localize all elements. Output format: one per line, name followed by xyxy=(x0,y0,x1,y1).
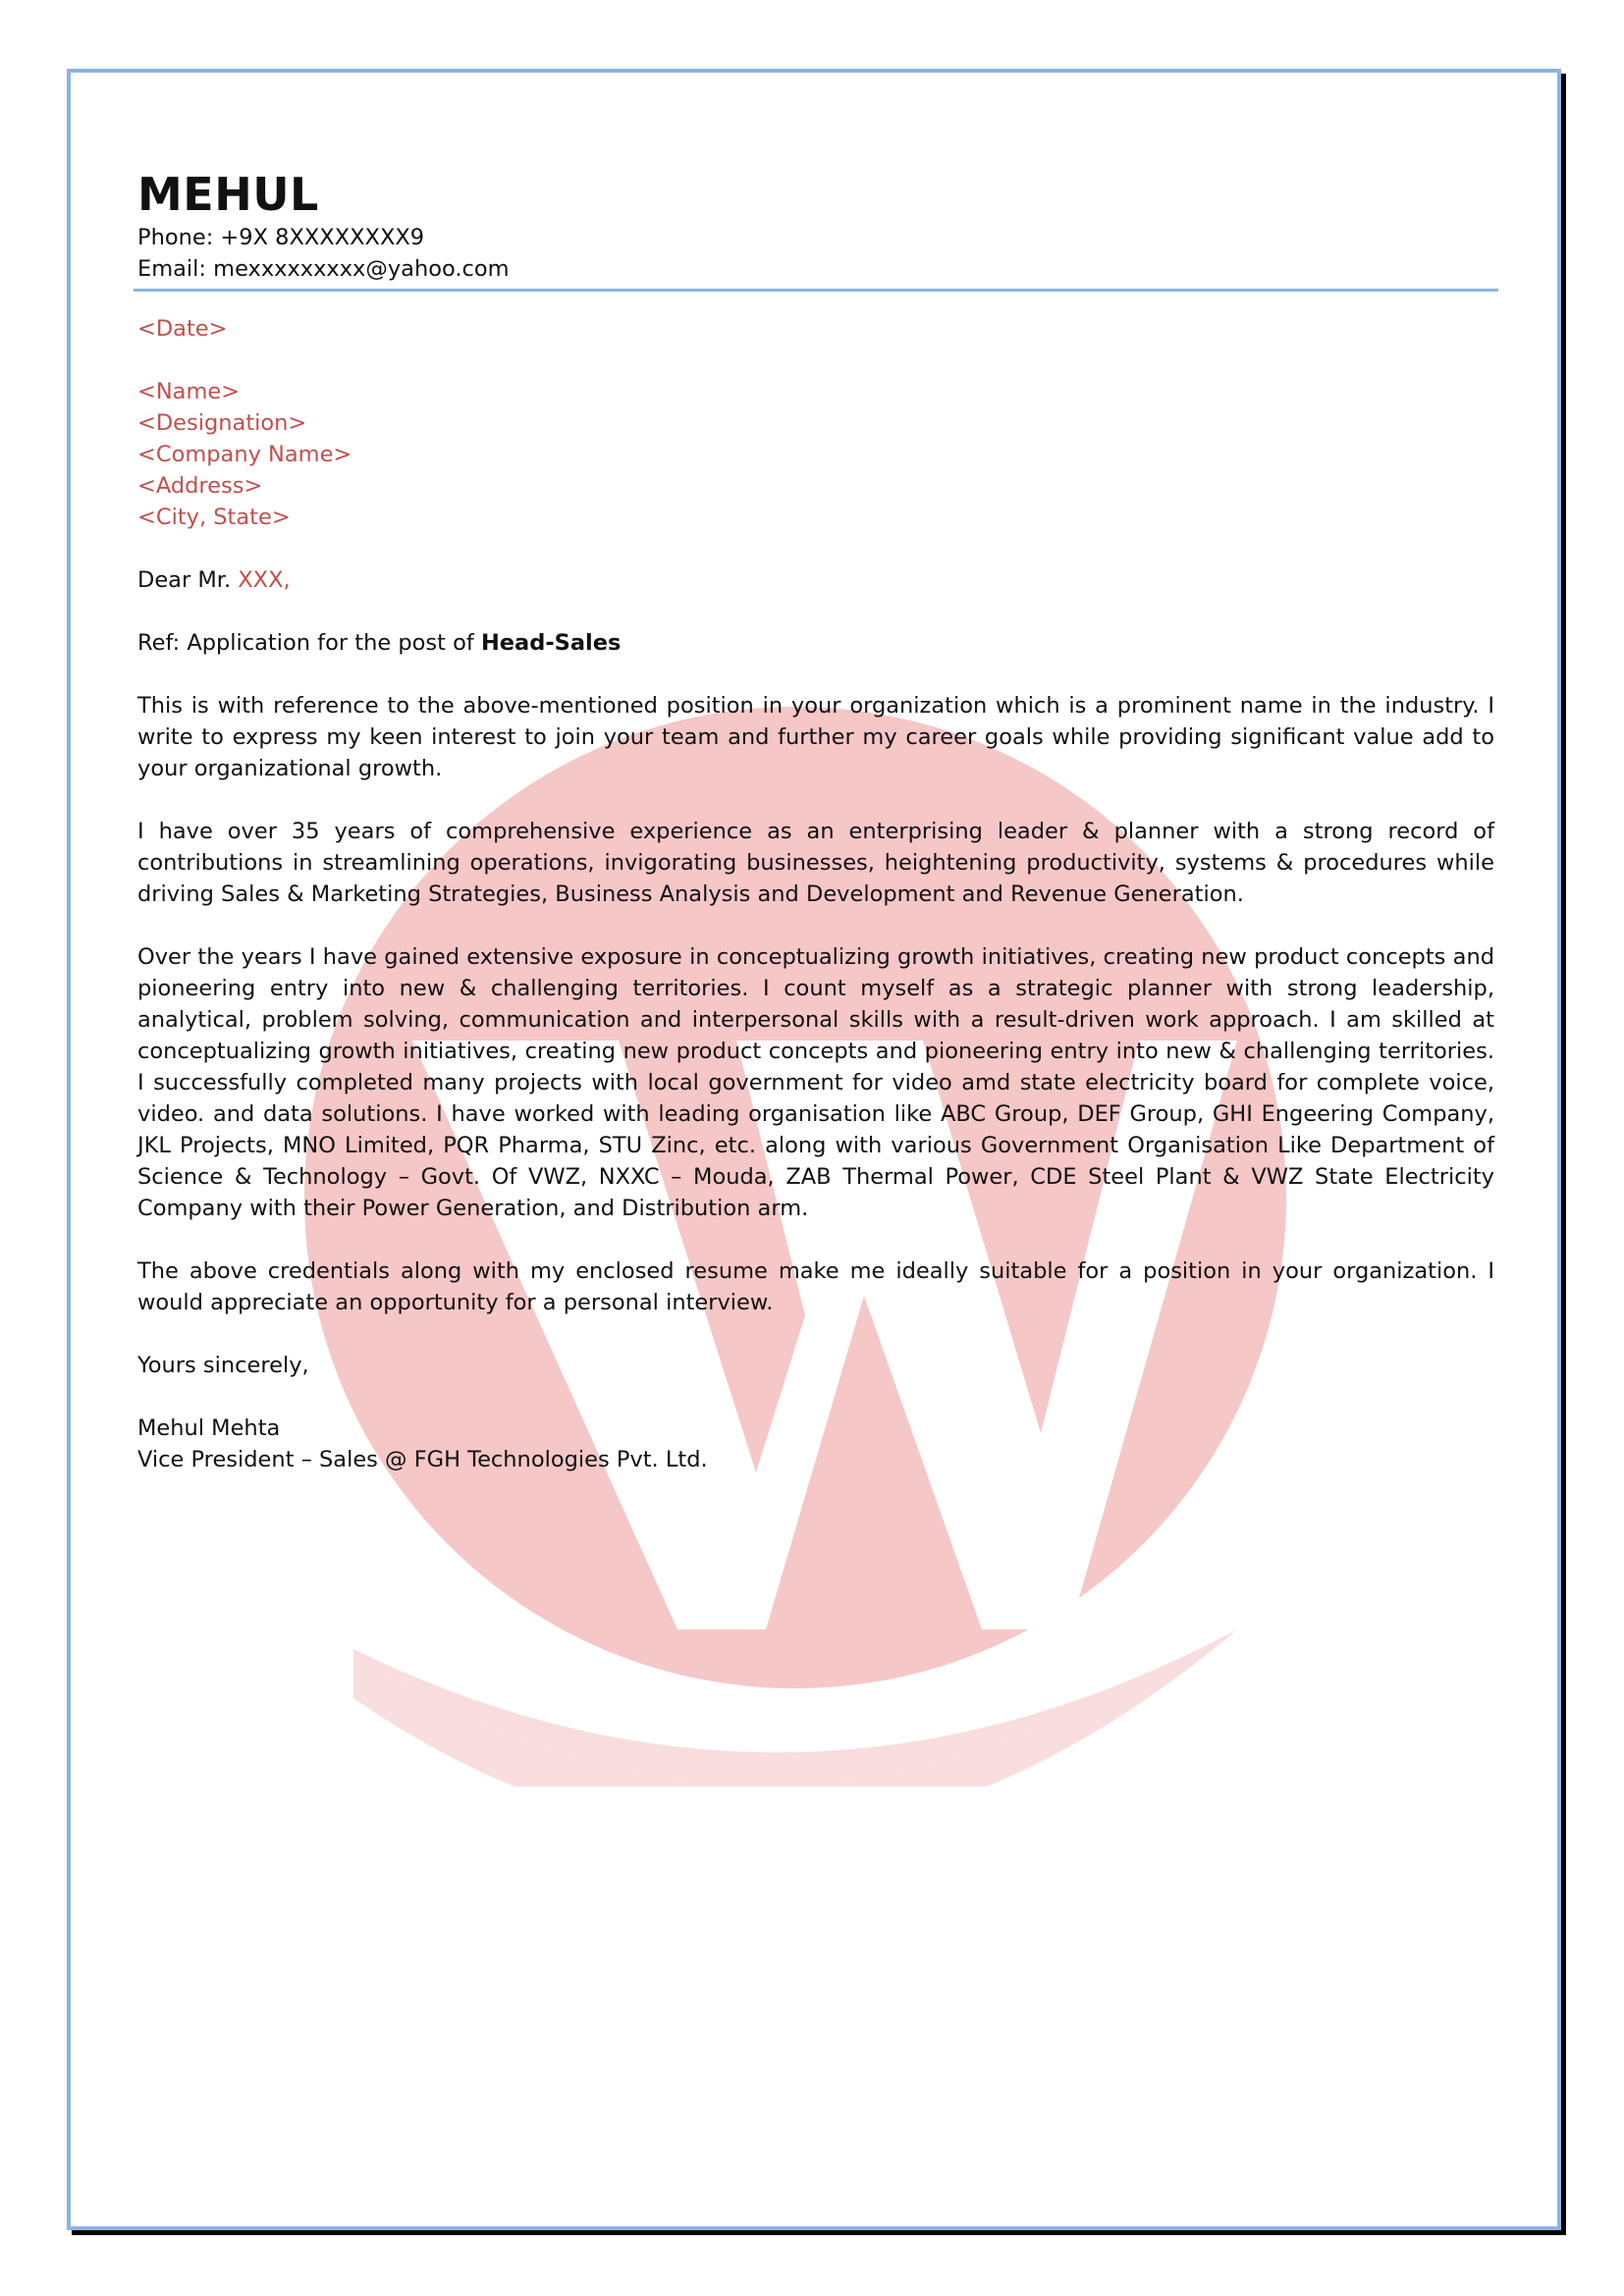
salutation-prefix: Dear Mr. xyxy=(137,567,239,593)
reference-line xyxy=(137,627,1494,659)
recipient-designation: <Designation> xyxy=(137,410,307,436)
salutation-name: XXX, xyxy=(238,567,291,593)
sender-phone: Phone: +9X 8XXXXXXXX9 xyxy=(137,225,425,250)
body-paragraph-2: I have over 35 years of comprehensive experience as an enterprising leader & planner with a strong record of contributions in streamlining operations, invigorating businesses, heightening productivity, systems & procedures while driving Sales & Marketing Strategies, Business Analysis and Development and Revenue Generation. xyxy=(137,819,1494,907)
cover-letter xyxy=(137,167,1494,1475)
sender-name: MEHUL xyxy=(137,168,319,221)
recipient-name: <Name> xyxy=(137,379,241,404)
signature-name: Mehul Mehta xyxy=(137,1415,281,1441)
date-placeholder: <Date> xyxy=(137,316,228,342)
salutation xyxy=(137,564,1494,596)
sender-email: Email: mexxxxxxxxx@yahoo.com xyxy=(137,256,510,282)
recipient-city-state: <City, State> xyxy=(137,505,291,530)
body-paragraph-3: Over the years I have gained extensive exposure in conceptualizing growth initiatives, creating new product concepts and pioneering entry into new & challenging territories. I count myself as a strategic planner with strong leadership, analytical, problem solving, communication and interpersonal skills with a result-driven work approach. I am skilled at conceptualizing growth initiatives, creating new product concepts and pioneering entry into new & challenging territories. I successfully completed many projects with local government for video amd state electricity board for complete voice, video. and data solutions. I have worked with leading organisation like ABC Group, DEF Group, GHI Engeering Company, JKL Projects, MNO Limited, PQR Pharma, STU Zinc, etc. along with various Government Organisation Like Department of Science & Technology – Govt. Of VWZ, NXXC – Mouda, ZAB Thermal Power, CDE Steel Plant & VWZ State Electricity Company with their Power Generation, and Distribution arm. xyxy=(137,944,1494,1221)
recipient-company: <Company Name> xyxy=(137,442,352,467)
recipient-address: <Address> xyxy=(137,473,263,499)
closing: Yours sincerely, xyxy=(137,1353,309,1378)
body-paragraph-4: The above credentials along with my enclosed resume make me ideally suitable for a position in your organization. I would appreciate an opportunity for a personal interview. xyxy=(137,1258,1494,1315)
ref-post: Head-Sales xyxy=(480,630,622,656)
ref-prefix: Ref: Application for the post of xyxy=(137,630,481,656)
body-paragraph-1: This is with reference to the above-mentioned position in your organization which is a prominent name in the industry. I write to express my keen interest to join your team and further my career goals while providing significant value add to your organizational growth. xyxy=(137,693,1494,781)
signature-title: Vice President – Sales @ FGH Technologies Pvt. Ltd. xyxy=(137,1447,708,1472)
